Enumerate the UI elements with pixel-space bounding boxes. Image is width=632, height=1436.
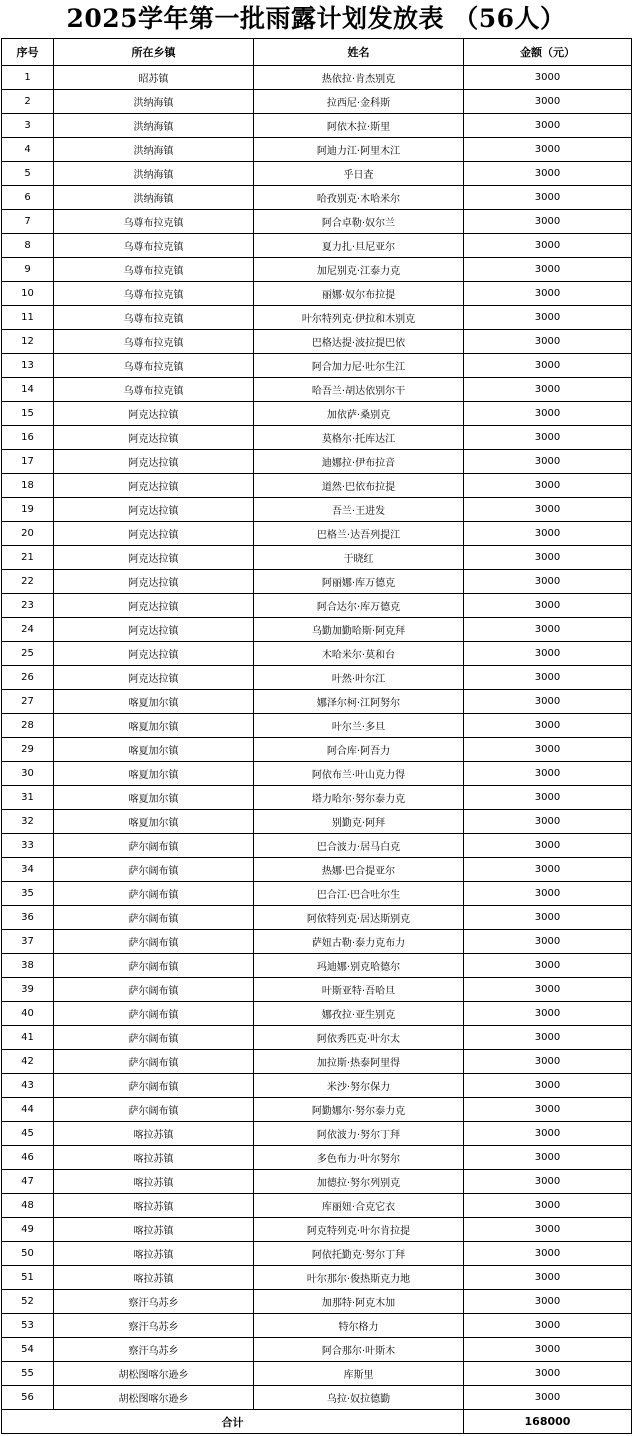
table-row <box>2 378 632 402</box>
row-index: 45 <box>2 1122 54 1146</box>
row-town: 乌尊布拉克镇 <box>54 306 254 330</box>
table-row <box>2 1098 632 1122</box>
row-index: 50 <box>2 1242 54 1266</box>
table-row <box>2 162 632 186</box>
row-town: 喀拉苏镇 <box>54 1146 254 1170</box>
row-index: 7 <box>2 210 54 234</box>
row-amount: 3000 <box>464 1074 632 1098</box>
row-name: 阿迪力江·阿里木江 <box>254 138 464 162</box>
row-town: 阿克达拉镇 <box>54 618 254 642</box>
table-row <box>2 1266 632 1290</box>
row-amount: 3000 <box>464 858 632 882</box>
row-town: 喀夏加尔镇 <box>54 786 254 810</box>
row-amount: 3000 <box>464 690 632 714</box>
row-index: 3 <box>2 114 54 138</box>
total-label: 合计 <box>2 1410 464 1434</box>
row-town: 洪纳海镇 <box>54 162 254 186</box>
row-index: 46 <box>2 1146 54 1170</box>
row-town: 萨尔阔布镇 <box>54 1074 254 1098</box>
table-row <box>2 138 632 162</box>
row-index: 22 <box>2 570 54 594</box>
table-row <box>2 1194 632 1218</box>
row-amount: 3000 <box>464 66 632 90</box>
table-row <box>2 1122 632 1146</box>
row-amount: 3000 <box>464 762 632 786</box>
row-name: 塔力哈尔·努尔泰力克 <box>254 786 464 810</box>
row-amount: 3000 <box>464 1146 632 1170</box>
row-index: 38 <box>2 954 54 978</box>
table-row <box>2 1386 632 1410</box>
row-name: 巴格兰·达吾列提江 <box>254 522 464 546</box>
table-row <box>2 498 632 522</box>
row-index: 26 <box>2 666 54 690</box>
table-row <box>2 114 632 138</box>
table-row <box>2 1290 632 1314</box>
header-town: 所在乡镇 <box>54 39 254 66</box>
row-index: 51 <box>2 1266 54 1290</box>
row-index: 29 <box>2 738 54 762</box>
row-name: 莫格尔·托库达江 <box>254 426 464 450</box>
table-row <box>2 570 632 594</box>
row-amount: 3000 <box>464 210 632 234</box>
row-index: 25 <box>2 642 54 666</box>
row-name: 于晓红 <box>254 546 464 570</box>
table-row <box>2 354 632 378</box>
table-row <box>2 1002 632 1026</box>
row-town: 萨尔阔布镇 <box>54 1050 254 1074</box>
table-row <box>2 1314 632 1338</box>
row-name: 叶然·叶尔江 <box>254 666 464 690</box>
header-name: 姓名 <box>254 39 464 66</box>
row-town: 喀夏加尔镇 <box>54 762 254 786</box>
row-name: 木哈米尔·莫和台 <box>254 642 464 666</box>
row-index: 11 <box>2 306 54 330</box>
row-name: 巴合江·巴合吐尔生 <box>254 882 464 906</box>
row-town: 喀夏加尔镇 <box>54 738 254 762</box>
row-name: 加依萨·桑别克 <box>254 402 464 426</box>
row-town: 阿克达拉镇 <box>54 402 254 426</box>
table-row <box>2 858 632 882</box>
row-index: 14 <box>2 378 54 402</box>
row-index: 16 <box>2 426 54 450</box>
total-amount: 168000 <box>464 1410 632 1434</box>
row-name: 加那特·阿克木加 <box>254 1290 464 1314</box>
row-amount: 3000 <box>464 1026 632 1050</box>
row-index: 47 <box>2 1170 54 1194</box>
table-row <box>2 1170 632 1194</box>
table-row <box>2 1218 632 1242</box>
row-amount: 3000 <box>464 138 632 162</box>
row-amount: 3000 <box>464 330 632 354</box>
total-row <box>2 1410 632 1434</box>
table-row <box>2 282 632 306</box>
row-amount: 3000 <box>464 1170 632 1194</box>
row-amount: 3000 <box>464 282 632 306</box>
row-index: 12 <box>2 330 54 354</box>
row-index: 31 <box>2 786 54 810</box>
row-town: 萨尔阔布镇 <box>54 858 254 882</box>
row-amount: 3000 <box>464 1314 632 1338</box>
row-amount: 3000 <box>464 354 632 378</box>
page-title: 2025学年第一批雨露计划发放表 （56人） <box>66 4 566 33</box>
table-row <box>2 1362 632 1386</box>
subsidy-table <box>1 38 632 1434</box>
table-row <box>2 786 632 810</box>
row-town: 萨尔阔布镇 <box>54 978 254 1002</box>
row-amount: 3000 <box>464 1002 632 1026</box>
row-town: 察汗乌苏乡 <box>54 1338 254 1362</box>
row-town: 乌尊布拉克镇 <box>54 282 254 306</box>
row-name: 热依拉·肯杰别克 <box>254 66 464 90</box>
row-town: 阿克达拉镇 <box>54 522 254 546</box>
row-amount: 3000 <box>464 114 632 138</box>
row-name: 热娜·巴合提亚尔 <box>254 858 464 882</box>
row-index: 6 <box>2 186 54 210</box>
row-index: 42 <box>2 1050 54 1074</box>
table-row <box>2 522 632 546</box>
row-name: 库丽妞·合克它衣 <box>254 1194 464 1218</box>
row-index: 34 <box>2 858 54 882</box>
row-index: 28 <box>2 714 54 738</box>
row-name: 加德拉·努尔列别克 <box>254 1170 464 1194</box>
row-amount: 3000 <box>464 1098 632 1122</box>
table-row <box>2 234 632 258</box>
table-row <box>2 546 632 570</box>
row-name: 阿勤娜尔·努尔泰力克 <box>254 1098 464 1122</box>
row-name: 阿依特列克·居达斯别克 <box>254 906 464 930</box>
row-name: 阿依波力·努尔丁拜 <box>254 1122 464 1146</box>
row-amount: 3000 <box>464 306 632 330</box>
row-index: 55 <box>2 1362 54 1386</box>
row-amount: 3000 <box>464 954 632 978</box>
row-town: 阿克达拉镇 <box>54 570 254 594</box>
row-index: 41 <box>2 1026 54 1050</box>
row-name: 库斯里 <box>254 1362 464 1386</box>
row-amount: 3000 <box>464 546 632 570</box>
table-row <box>2 930 632 954</box>
row-name: 乌拉·奴拉德勤 <box>254 1386 464 1410</box>
row-index: 27 <box>2 690 54 714</box>
table-row <box>2 618 632 642</box>
row-town: 阿克达拉镇 <box>54 594 254 618</box>
row-index: 49 <box>2 1218 54 1242</box>
row-amount: 3000 <box>464 378 632 402</box>
row-name: 阿依托勤克·努尔丁拜 <box>254 1242 464 1266</box>
row-index: 21 <box>2 546 54 570</box>
table-row <box>2 402 632 426</box>
row-town: 乌尊布拉克镇 <box>54 378 254 402</box>
row-name: 阿合那尔·叶斯木 <box>254 1338 464 1362</box>
table-row <box>2 810 632 834</box>
table-row <box>2 1338 632 1362</box>
row-town: 喀拉苏镇 <box>54 1122 254 1146</box>
table-row <box>2 186 632 210</box>
row-index: 9 <box>2 258 54 282</box>
row-amount: 3000 <box>464 882 632 906</box>
row-town: 喀拉苏镇 <box>54 1194 254 1218</box>
row-amount: 3000 <box>464 834 632 858</box>
table-row <box>2 594 632 618</box>
row-town: 乌尊布拉克镇 <box>54 354 254 378</box>
row-town: 萨尔阔布镇 <box>54 882 254 906</box>
row-town: 昭苏镇 <box>54 66 254 90</box>
row-index: 32 <box>2 810 54 834</box>
row-name: 阿依布兰·叶山克力得 <box>254 762 464 786</box>
row-index: 2 <box>2 90 54 114</box>
row-town: 乌尊布拉克镇 <box>54 234 254 258</box>
row-index: 35 <box>2 882 54 906</box>
row-amount: 3000 <box>464 402 632 426</box>
table-row <box>2 738 632 762</box>
row-name: 加尼别克·江泰力克 <box>254 258 464 282</box>
row-amount: 3000 <box>464 738 632 762</box>
row-name: 玛迪娜·别克哈德尔 <box>254 954 464 978</box>
row-amount: 3000 <box>464 1386 632 1410</box>
row-name: 别勤克·阿拜 <box>254 810 464 834</box>
table-row <box>2 1074 632 1098</box>
row-index: 44 <box>2 1098 54 1122</box>
table-row <box>2 834 632 858</box>
row-town: 乌尊布拉克镇 <box>54 258 254 282</box>
row-amount: 3000 <box>464 522 632 546</box>
row-name: 哈吾兰·胡达依别尔干 <box>254 378 464 402</box>
row-name: 叶尔特列克·伊拉和木别克 <box>254 306 464 330</box>
table-row <box>2 1146 632 1170</box>
row-index: 17 <box>2 450 54 474</box>
row-amount: 3000 <box>464 1266 632 1290</box>
row-name: 叶尔那尔·俊热斯克力地 <box>254 1266 464 1290</box>
table-row <box>2 954 632 978</box>
row-town: 萨尔阔布镇 <box>54 1098 254 1122</box>
row-index: 20 <box>2 522 54 546</box>
row-town: 喀拉苏镇 <box>54 1218 254 1242</box>
row-name: 乎日査 <box>254 162 464 186</box>
table-row <box>2 666 632 690</box>
row-index: 54 <box>2 1338 54 1362</box>
row-amount: 3000 <box>464 714 632 738</box>
row-amount: 3000 <box>464 426 632 450</box>
row-index: 33 <box>2 834 54 858</box>
row-town: 胡松图喀尔逊乡 <box>54 1362 254 1386</box>
row-amount: 3000 <box>464 786 632 810</box>
row-town: 喀夏加尔镇 <box>54 690 254 714</box>
table-body <box>2 66 632 1410</box>
row-town: 喀夏加尔镇 <box>54 810 254 834</box>
table-row <box>2 258 632 282</box>
row-name: 阿依木拉·斯里 <box>254 114 464 138</box>
row-amount: 3000 <box>464 930 632 954</box>
row-amount: 3000 <box>464 498 632 522</box>
row-name: 米沙·努尔保力 <box>254 1074 464 1098</box>
table-row <box>2 426 632 450</box>
row-index: 40 <box>2 1002 54 1026</box>
table-row <box>2 642 632 666</box>
table-row <box>2 978 632 1002</box>
table-row <box>2 882 632 906</box>
row-index: 48 <box>2 1194 54 1218</box>
row-town: 喀拉苏镇 <box>54 1170 254 1194</box>
row-town: 洪纳海镇 <box>54 90 254 114</box>
row-name: 阿合卓勒·奴尔兰 <box>254 210 464 234</box>
header-amount: 金额（元） <box>464 39 632 66</box>
row-amount: 3000 <box>464 450 632 474</box>
row-name: 加拉斯·热泰阿里得 <box>254 1050 464 1074</box>
row-town: 察汗乌苏乡 <box>54 1314 254 1338</box>
row-amount: 3000 <box>464 1290 632 1314</box>
row-town: 阿克达拉镇 <box>54 498 254 522</box>
row-amount: 3000 <box>464 978 632 1002</box>
row-amount: 3000 <box>464 666 632 690</box>
row-amount: 3000 <box>464 1362 632 1386</box>
row-index: 56 <box>2 1386 54 1410</box>
row-amount: 3000 <box>464 1242 632 1266</box>
row-amount: 3000 <box>464 258 632 282</box>
row-index: 15 <box>2 402 54 426</box>
row-amount: 3000 <box>464 1050 632 1074</box>
row-amount: 3000 <box>464 1194 632 1218</box>
row-name: 阿合库·阿吾力 <box>254 738 464 762</box>
table-row <box>2 330 632 354</box>
row-name: 迪娜拉·伊布拉音 <box>254 450 464 474</box>
row-name: 阿克特列克·叶尔肯拉提 <box>254 1218 464 1242</box>
row-name: 萨妞古勒·泰力克布力 <box>254 930 464 954</box>
table-row <box>2 474 632 498</box>
table-row <box>2 1026 632 1050</box>
row-town: 阿克达拉镇 <box>54 450 254 474</box>
row-name: 阿依秀匹克·叶尔太 <box>254 1026 464 1050</box>
table-row <box>2 1242 632 1266</box>
row-index: 13 <box>2 354 54 378</box>
row-index: 30 <box>2 762 54 786</box>
row-town: 阿克达拉镇 <box>54 666 254 690</box>
row-index: 23 <box>2 594 54 618</box>
row-town: 胡松图喀尔逊乡 <box>54 1386 254 1410</box>
row-town: 喀拉苏镇 <box>54 1242 254 1266</box>
row-town: 阿克达拉镇 <box>54 642 254 666</box>
row-amount: 3000 <box>464 906 632 930</box>
row-town: 萨尔阔布镇 <box>54 930 254 954</box>
row-amount: 3000 <box>464 234 632 258</box>
row-name: 夏力扎·旦尼亚尔 <box>254 234 464 258</box>
row-amount: 3000 <box>464 1122 632 1146</box>
row-town: 萨尔阔布镇 <box>54 954 254 978</box>
row-name: 巴格达提·波拉提巴依 <box>254 330 464 354</box>
row-town: 阿克达拉镇 <box>54 474 254 498</box>
row-name: 拉西尼·金科斯 <box>254 90 464 114</box>
row-town: 阿克达拉镇 <box>54 426 254 450</box>
row-name: 阿丽娜·库万德克 <box>254 570 464 594</box>
table-row <box>2 1050 632 1074</box>
row-amount: 3000 <box>464 162 632 186</box>
row-town: 洪纳海镇 <box>54 138 254 162</box>
table-row <box>2 690 632 714</box>
row-index: 43 <box>2 1074 54 1098</box>
row-index: 37 <box>2 930 54 954</box>
row-town: 萨尔阔布镇 <box>54 1026 254 1050</box>
row-amount: 3000 <box>464 810 632 834</box>
row-amount: 3000 <box>464 570 632 594</box>
row-index: 5 <box>2 162 54 186</box>
table-row <box>2 906 632 930</box>
row-town: 萨尔阔布镇 <box>54 1002 254 1026</box>
row-town: 萨尔阔布镇 <box>54 906 254 930</box>
row-name: 丽娜·奴尔布拉提 <box>254 282 464 306</box>
table-row <box>2 762 632 786</box>
table-row <box>2 450 632 474</box>
row-town: 萨尔阔布镇 <box>54 834 254 858</box>
row-name: 叶斯亚特·吾哈旦 <box>254 978 464 1002</box>
row-index: 10 <box>2 282 54 306</box>
row-name: 阿合加力尼·吐尔生江 <box>254 354 464 378</box>
row-amount: 3000 <box>464 186 632 210</box>
row-amount: 3000 <box>464 618 632 642</box>
row-name: 道然·巴依布拉提 <box>254 474 464 498</box>
row-amount: 3000 <box>464 474 632 498</box>
row-town: 喀拉苏镇 <box>54 1266 254 1290</box>
row-amount: 3000 <box>464 642 632 666</box>
row-name: 哈孜别克·木哈米尔 <box>254 186 464 210</box>
row-town: 阿克达拉镇 <box>54 546 254 570</box>
table-row <box>2 90 632 114</box>
table-row <box>2 66 632 90</box>
header-index: 序号 <box>2 39 54 66</box>
row-index: 19 <box>2 498 54 522</box>
table-row <box>2 714 632 738</box>
row-index: 36 <box>2 906 54 930</box>
row-name: 巴合波力·居马白克 <box>254 834 464 858</box>
row-index: 52 <box>2 1290 54 1314</box>
row-index: 18 <box>2 474 54 498</box>
row-name: 阿合达尔·库万德克 <box>254 594 464 618</box>
row-name: 吾兰·王进发 <box>254 498 464 522</box>
row-name: 娜孜拉·亚生别克 <box>254 1002 464 1026</box>
row-index: 39 <box>2 978 54 1002</box>
row-amount: 3000 <box>464 594 632 618</box>
row-amount: 3000 <box>464 90 632 114</box>
row-name: 乌勤加勤哈斯·阿克拜 <box>254 618 464 642</box>
row-name: 特尔格力 <box>254 1314 464 1338</box>
row-town: 喀夏加尔镇 <box>54 714 254 738</box>
row-town: 洪纳海镇 <box>54 114 254 138</box>
row-name: 多色布力·叶尔努尔 <box>254 1146 464 1170</box>
row-town: 乌尊布拉克镇 <box>54 330 254 354</box>
row-index: 8 <box>2 234 54 258</box>
row-name: 叶尔兰·多旦 <box>254 714 464 738</box>
row-town: 察汗乌苏乡 <box>54 1290 254 1314</box>
table-row <box>2 210 632 234</box>
row-amount: 3000 <box>464 1338 632 1362</box>
table-row <box>2 306 632 330</box>
row-name: 娜泽尔柯·江阿努尔 <box>254 690 464 714</box>
row-index: 4 <box>2 138 54 162</box>
row-index: 1 <box>2 66 54 90</box>
row-town: 洪纳海镇 <box>54 186 254 210</box>
row-index: 24 <box>2 618 54 642</box>
row-town: 乌尊布拉克镇 <box>54 210 254 234</box>
header-row <box>2 39 632 66</box>
row-index: 53 <box>2 1314 54 1338</box>
row-amount: 3000 <box>464 1218 632 1242</box>
